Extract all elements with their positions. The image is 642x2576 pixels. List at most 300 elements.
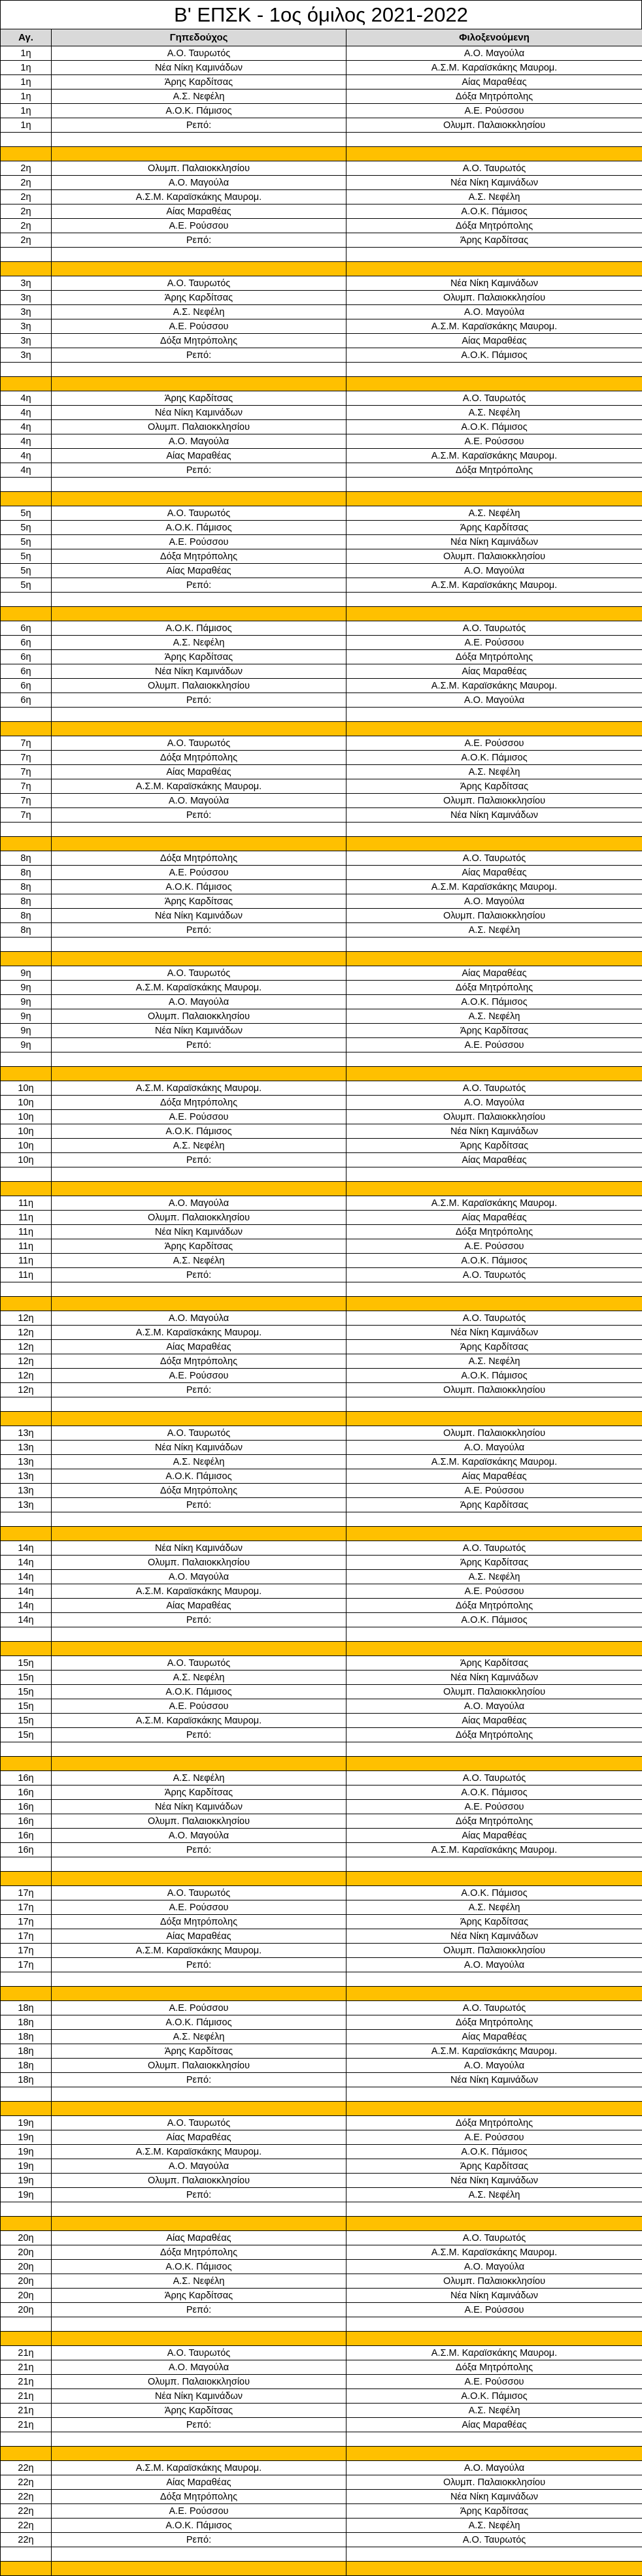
round-cell: 8η bbox=[1, 923, 52, 937]
away-team-cell: Ολυμπ. Παλαιοκκλησίου bbox=[346, 1383, 642, 1397]
away-team-cell: Α.Ο. Ταυρωτός bbox=[346, 621, 642, 636]
table-row bbox=[1, 1110, 642, 1124]
round-separator-row bbox=[1, 1297, 642, 1311]
table-row bbox=[1, 679, 642, 693]
table-row bbox=[1, 2073, 642, 2087]
table-row bbox=[1, 866, 642, 880]
blank-row bbox=[1, 2202, 642, 2217]
blank-cell bbox=[1, 1397, 52, 1412]
away-team-cell: Α.Ο. Ταυρωτός bbox=[346, 851, 642, 866]
separator-cell bbox=[52, 377, 346, 391]
table-row bbox=[1, 319, 642, 334]
separator-cell bbox=[52, 722, 346, 736]
home-team-cell: Άρης Καρδίτσας bbox=[52, 291, 346, 305]
table-row bbox=[1, 549, 642, 564]
round-cell: 14η bbox=[1, 1584, 52, 1599]
table-row bbox=[1, 2030, 642, 2044]
blank-cell bbox=[1, 1052, 52, 1067]
away-team-cell: Αίας Μαραθέας bbox=[346, 1829, 642, 1843]
table-row bbox=[1, 1196, 642, 1211]
round-cell: 21η bbox=[1, 2360, 52, 2375]
table-row bbox=[1, 2245, 642, 2260]
blank-cell bbox=[1, 593, 52, 607]
round-cell: 3η bbox=[1, 348, 52, 363]
blank-cell bbox=[52, 1167, 346, 1182]
separator-cell bbox=[52, 147, 346, 161]
round-cell: 4η bbox=[1, 391, 52, 406]
blank-cell bbox=[1, 1742, 52, 1757]
table-row bbox=[1, 621, 642, 636]
round-cell: 7η bbox=[1, 765, 52, 779]
away-team-cell: Α.Ε. Ρούσσου bbox=[346, 1038, 642, 1052]
separator-cell bbox=[346, 1757, 642, 1771]
round-cell: 16η bbox=[1, 1814, 52, 1829]
round-cell: 22η bbox=[1, 2475, 52, 2490]
away-team-cell: Αίας Μαραθέας bbox=[346, 664, 642, 679]
away-team-cell: Δόξα Μητρόπολης bbox=[346, 90, 642, 104]
home-team-cell: Νέα Νίκη Καμινάδων bbox=[52, 1024, 346, 1038]
table-row bbox=[1, 1613, 642, 1627]
blank-row bbox=[1, 248, 642, 262]
round-cell: 5η bbox=[1, 521, 52, 535]
blank-cell bbox=[52, 708, 346, 722]
away-team-cell: Α.Ο. Ταυρωτός bbox=[346, 2533, 642, 2547]
home-team-cell: Α.Ο. Ταυρωτός bbox=[52, 1426, 346, 1441]
table-row bbox=[1, 1369, 642, 1383]
table-row bbox=[1, 650, 642, 664]
table-row bbox=[1, 2001, 642, 2015]
away-team-cell: Νέα Νίκη Καμινάδων bbox=[346, 1326, 642, 1340]
away-team-cell: Α.Σ.Μ. Καραϊσκάκης Μαυρομ. bbox=[346, 1455, 642, 1469]
separator-cell bbox=[1, 1987, 52, 2001]
round-cell: 8η bbox=[1, 909, 52, 923]
table-row bbox=[1, 2504, 642, 2519]
blank-cell bbox=[1, 823, 52, 837]
home-team-cell: Νέα Νίκη Καμινάδων bbox=[52, 1441, 346, 1455]
table-row bbox=[1, 2461, 642, 2475]
round-cell: 3η bbox=[1, 291, 52, 305]
away-team-cell: Α.Ο. Ταυρωτός bbox=[346, 2231, 642, 2245]
separator-cell bbox=[346, 1067, 642, 1081]
round-cell: 14η bbox=[1, 1570, 52, 1584]
home-team-cell: Ολυμπ. Παλαιοκκλησίου bbox=[52, 2174, 346, 2188]
home-team-cell: Άρης Καρδίτσας bbox=[52, 2289, 346, 2303]
blank-row bbox=[1, 823, 642, 837]
away-team-cell: Α.Σ.Μ. Καραϊσκάκης Μαυρομ. bbox=[346, 2044, 642, 2059]
blank-cell bbox=[52, 2547, 346, 2562]
separator-cell bbox=[1, 147, 52, 161]
separator-cell bbox=[52, 1412, 346, 1426]
away-team-cell: Άρης Καρδίτσας bbox=[346, 779, 642, 794]
home-team-cell: Άρης Καρδίτσας bbox=[52, 894, 346, 909]
away-team-cell: Δόξα Μητρόπολης bbox=[346, 2116, 642, 2130]
blank-cell bbox=[1, 2087, 52, 2102]
round-separator-row bbox=[1, 1987, 642, 2001]
away-team-cell: Άρης Καρδίτσας bbox=[346, 2159, 642, 2174]
blank-cell bbox=[346, 478, 642, 492]
round-cell: 2η bbox=[1, 204, 52, 219]
blank-cell bbox=[346, 1167, 642, 1182]
round-cell: 22η bbox=[1, 2504, 52, 2519]
round-separator-row bbox=[1, 1412, 642, 1426]
round-cell: 4η bbox=[1, 406, 52, 420]
table-row bbox=[1, 2389, 642, 2404]
table-row bbox=[1, 923, 642, 937]
round-cell: 18η bbox=[1, 2059, 52, 2073]
away-team-cell: Α.Σ.Μ. Καραϊσκάκης Μαυρομ. bbox=[346, 61, 642, 75]
table-row bbox=[1, 2188, 642, 2202]
away-team-cell: Νέα Νίκη Καμινάδων bbox=[346, 276, 642, 291]
round-separator-row bbox=[1, 492, 642, 506]
round-cell: 14η bbox=[1, 1599, 52, 1613]
table-row bbox=[1, 1081, 642, 1096]
round-separator-row bbox=[1, 1872, 642, 1886]
round-separator-row bbox=[1, 147, 642, 161]
home-team-cell: Ρεπό: bbox=[52, 1613, 346, 1627]
table-row bbox=[1, 1800, 642, 1814]
home-team-cell: Δόξα Μητρόπολης bbox=[52, 2245, 346, 2260]
round-separator-row bbox=[1, 2102, 642, 2116]
table-row bbox=[1, 1455, 642, 1469]
round-cell: 16η bbox=[1, 1800, 52, 1814]
home-team-cell: Α.Σ. Νεφέλη bbox=[52, 1771, 346, 1785]
sheet-title: Β' ΕΠΣΚ - 1ος όμιλος 2021-2022 bbox=[0, 0, 642, 29]
blank-row bbox=[1, 1627, 642, 1642]
away-team-cell: Α.Ο. Μαγούλα bbox=[346, 2059, 642, 2073]
separator-cell bbox=[346, 2102, 642, 2116]
away-team-cell: Α.Ε. Ρούσσου bbox=[346, 2130, 642, 2145]
away-team-cell: Α.Ο.Κ. Πάμισος bbox=[346, 420, 642, 434]
round-cell: 15η bbox=[1, 1671, 52, 1685]
away-team-cell: Άρης Καρδίτσας bbox=[346, 1556, 642, 1570]
home-team-cell: Αίας Μαραθέας bbox=[52, 1929, 346, 1944]
round-cell: 1η bbox=[1, 61, 52, 75]
table-row bbox=[1, 2418, 642, 2432]
round-cell: 5η bbox=[1, 535, 52, 549]
separator-cell bbox=[52, 2447, 346, 2461]
home-team-cell: Α.Σ.Μ. Καραϊσκάκης Μαυρομ. bbox=[52, 1584, 346, 1599]
round-cell: 8η bbox=[1, 880, 52, 894]
table-row bbox=[1, 1814, 642, 1829]
round-separator-row bbox=[1, 2562, 642, 2576]
blank-cell bbox=[1, 1512, 52, 1527]
separator-cell bbox=[52, 1872, 346, 1886]
table-row bbox=[1, 1714, 642, 1728]
blank-cell bbox=[346, 2547, 642, 2562]
home-team-cell: Α.Ο.Κ. Πάμισος bbox=[52, 1685, 346, 1699]
blank-cell bbox=[52, 248, 346, 262]
home-team-cell: Δόξα Μητρόπολης bbox=[52, 549, 346, 564]
home-team-cell: Α.Σ. Νεφέλη bbox=[52, 2030, 346, 2044]
home-column-header: Γηπεδούχος bbox=[52, 29, 346, 46]
table-row bbox=[1, 1785, 642, 1800]
away-team-cell: Δόξα Μητρόπολης bbox=[346, 1599, 642, 1613]
home-team-cell: Α.Ε. Ρούσσου bbox=[52, 319, 346, 334]
home-team-cell: Άρης Καρδίτσας bbox=[52, 75, 346, 90]
round-separator-row bbox=[1, 262, 642, 276]
round-cell: 12η bbox=[1, 1311, 52, 1326]
home-team-cell: Α.Ο. Ταυρωτός bbox=[52, 2116, 346, 2130]
table-row bbox=[1, 1886, 642, 1900]
table-row bbox=[1, 420, 642, 434]
round-cell: 1η bbox=[1, 90, 52, 104]
blank-cell bbox=[1, 1167, 52, 1182]
away-team-cell: Α.Ο.Κ. Πάμισος bbox=[346, 1369, 642, 1383]
round-cell: 17η bbox=[1, 1929, 52, 1944]
round-cell: 6η bbox=[1, 664, 52, 679]
round-cell: 4η bbox=[1, 463, 52, 478]
round-cell: 7η bbox=[1, 736, 52, 751]
round-cell: 7η bbox=[1, 808, 52, 823]
blank-row bbox=[1, 1972, 642, 1987]
away-team-cell: Αίας Μαραθέας bbox=[346, 866, 642, 880]
blank-cell bbox=[346, 1972, 642, 1987]
separator-cell bbox=[1, 722, 52, 736]
table-row bbox=[1, 966, 642, 981]
separator-cell bbox=[52, 1297, 346, 1311]
table-row bbox=[1, 276, 642, 291]
round-cell: 10η bbox=[1, 1110, 52, 1124]
home-team-cell: Α.Ε. Ρούσσου bbox=[52, 1369, 346, 1383]
blank-cell bbox=[346, 1857, 642, 1872]
round-cell: 7η bbox=[1, 779, 52, 794]
home-team-cell: Άρης Καρδίτσας bbox=[52, 391, 346, 406]
round-cell: 19η bbox=[1, 2116, 52, 2130]
away-team-cell: Ολυμπ. Παλαιοκκλησίου bbox=[346, 1110, 642, 1124]
home-team-cell: Α.Ο. Μαγούλα bbox=[52, 2159, 346, 2174]
separator-cell bbox=[1, 837, 52, 851]
away-team-cell: Α.Ο. Μαγούλα bbox=[346, 693, 642, 708]
round-separator-row bbox=[1, 837, 642, 851]
away-team-cell: Νέα Νίκη Καμινάδων bbox=[346, 2289, 642, 2303]
home-team-cell: Α.Ε. Ρούσσου bbox=[52, 219, 346, 233]
separator-cell bbox=[1, 1642, 52, 1656]
home-team-cell: Α.Σ.Μ. Καραϊσκάκης Μαυρομ. bbox=[52, 1714, 346, 1728]
round-cell: 19η bbox=[1, 2159, 52, 2174]
home-team-cell: Ρεπό: bbox=[52, 1268, 346, 1282]
blank-row bbox=[1, 1282, 642, 1297]
table-row bbox=[1, 995, 642, 1009]
separator-cell bbox=[52, 607, 346, 621]
table-row bbox=[1, 233, 642, 248]
round-cell: 15η bbox=[1, 1656, 52, 1671]
home-team-cell: Ρεπό: bbox=[52, 463, 346, 478]
blank-cell bbox=[1, 708, 52, 722]
table-row bbox=[1, 348, 642, 363]
away-team-cell: Α.Ο. Ταυρωτός bbox=[346, 1541, 642, 1556]
table-row bbox=[1, 1211, 642, 1225]
table-row bbox=[1, 305, 642, 319]
separator-cell bbox=[346, 607, 642, 621]
table-row bbox=[1, 909, 642, 923]
round-cell: 18η bbox=[1, 2044, 52, 2059]
home-team-cell: Α.Ο.Κ. Πάμισος bbox=[52, 1124, 346, 1139]
home-team-cell: Αίας Μαραθέας bbox=[52, 2130, 346, 2145]
table-row bbox=[1, 2015, 642, 2030]
table-row bbox=[1, 2303, 642, 2317]
home-team-cell: Α.Σ. Νεφέλη bbox=[52, 1254, 346, 1268]
round-cell: 17η bbox=[1, 1944, 52, 1958]
home-team-cell: Α.Ο. Μαγούλα bbox=[52, 1311, 346, 1326]
home-team-cell: Άρης Καρδίτσας bbox=[52, 2404, 346, 2418]
home-team-cell: Νέα Νίκη Καμινάδων bbox=[52, 2389, 346, 2404]
round-separator-row bbox=[1, 1642, 642, 1656]
blank-cell bbox=[1, 1282, 52, 1297]
away-team-cell: Α.Ε. Ρούσσου bbox=[346, 1800, 642, 1814]
home-team-cell: Δόξα Μητρόπολης bbox=[52, 1354, 346, 1369]
home-team-cell: Α.Ο.Κ. Πάμισος bbox=[52, 621, 346, 636]
home-team-cell: Νέα Νίκη Καμινάδων bbox=[52, 909, 346, 923]
home-team-cell: Α.Σ.Μ. Καραϊσκάκης Μαυρομ. bbox=[52, 190, 346, 204]
table-row bbox=[1, 1584, 642, 1599]
round-cell: 1η bbox=[1, 46, 52, 61]
round-cell: 3η bbox=[1, 305, 52, 319]
home-team-cell: Ρεπό: bbox=[52, 693, 346, 708]
away-team-cell: Α.Ε. Ρούσσου bbox=[346, 1484, 642, 1498]
away-team-cell: Άρης Καρδίτσας bbox=[346, 1498, 642, 1512]
blank-cell bbox=[52, 363, 346, 377]
round-cell: 12η bbox=[1, 1354, 52, 1369]
blank-cell bbox=[52, 1282, 346, 1297]
blank-cell bbox=[52, 133, 346, 147]
home-team-cell: Ρεπό: bbox=[52, 1728, 346, 1742]
blank-row bbox=[1, 1397, 642, 1412]
round-cell: 17η bbox=[1, 1886, 52, 1900]
separator-cell bbox=[346, 262, 642, 276]
away-team-cell: Ολυμπ. Παλαιοκκλησίου bbox=[346, 118, 642, 133]
away-team-cell: Α.Ο. Ταυρωτός bbox=[346, 391, 642, 406]
home-team-cell: Α.Ο. Μαγούλα bbox=[52, 1570, 346, 1584]
table-row bbox=[1, 506, 642, 521]
away-team-cell: Δόξα Μητρόπολης bbox=[346, 463, 642, 478]
separator-cell bbox=[52, 2332, 346, 2346]
away-team-cell: Α.Ο. Μαγούλα bbox=[346, 1441, 642, 1455]
table-row bbox=[1, 2289, 642, 2303]
blank-cell bbox=[1, 478, 52, 492]
away-team-cell: Α.Ο. Ταυρωτός bbox=[346, 1268, 642, 1282]
round-cell: 5η bbox=[1, 549, 52, 564]
home-team-cell: Α.Ε. Ρούσσου bbox=[52, 1110, 346, 1124]
away-team-cell: Α.Ο.Κ. Πάμισος bbox=[346, 995, 642, 1009]
home-team-cell: Α.Ο. Μαγούλα bbox=[52, 995, 346, 1009]
blank-cell bbox=[52, 1052, 346, 1067]
round-cell: 3η bbox=[1, 319, 52, 334]
table-row bbox=[1, 176, 642, 190]
round-cell: 21η bbox=[1, 2418, 52, 2432]
home-team-cell: Ρεπό: bbox=[52, 2418, 346, 2432]
away-team-cell: Α.Σ.Μ. Καραϊσκάκης Μαυρομ. bbox=[346, 2346, 642, 2360]
blank-cell bbox=[346, 1627, 642, 1642]
away-team-cell: Α.Ε. Ρούσσου bbox=[346, 104, 642, 118]
round-cell: 1η bbox=[1, 75, 52, 90]
separator-cell bbox=[1, 262, 52, 276]
table-row bbox=[1, 765, 642, 779]
blank-cell bbox=[346, 1282, 642, 1297]
home-team-cell: Ολυμπ. Παλαιοκκλησίου bbox=[52, 2059, 346, 2073]
home-team-cell: Δόξα Μητρόπολης bbox=[52, 2490, 346, 2504]
round-cell: 12η bbox=[1, 1326, 52, 1340]
table-row bbox=[1, 291, 642, 305]
separator-cell bbox=[1, 952, 52, 966]
separator-cell bbox=[346, 377, 642, 391]
round-cell: 10η bbox=[1, 1139, 52, 1153]
home-team-cell: Ολυμπ. Παλαιοκκλησίου bbox=[52, 1211, 346, 1225]
separator-cell bbox=[52, 1527, 346, 1541]
round-cell: 9η bbox=[1, 966, 52, 981]
round-cell: 21η bbox=[1, 2389, 52, 2404]
home-team-cell: Α.Ο. Ταυρωτός bbox=[52, 506, 346, 521]
blank-cell bbox=[52, 1972, 346, 1987]
round-cell: 5η bbox=[1, 506, 52, 521]
table-row bbox=[1, 535, 642, 549]
blank-row bbox=[1, 708, 642, 722]
separator-cell bbox=[1, 1757, 52, 1771]
home-team-cell: Ρεπό: bbox=[52, 1958, 346, 1972]
table-row bbox=[1, 1570, 642, 1584]
home-team-cell: Ολυμπ. Παλαιοκκλησίου bbox=[52, 679, 346, 693]
table-row bbox=[1, 1843, 642, 1857]
separator-cell bbox=[52, 2102, 346, 2116]
round-separator-row bbox=[1, 1182, 642, 1196]
home-team-cell: Α.Ο.Κ. Πάμισος bbox=[52, 2015, 346, 2030]
separator-cell bbox=[1, 1297, 52, 1311]
away-team-cell: Α.Ο. Μαγούλα bbox=[346, 894, 642, 909]
away-team-cell: Α.Σ. Νεφέλη bbox=[346, 765, 642, 779]
blank-row bbox=[1, 2087, 642, 2102]
away-team-cell: Αίας Μαραθέας bbox=[346, 2418, 642, 2432]
round-cell: 1η bbox=[1, 118, 52, 133]
home-team-cell: Ολυμπ. Παλαιοκκλησίου bbox=[52, 2375, 346, 2389]
blank-cell bbox=[346, 363, 642, 377]
home-team-cell: Α.Ε. Ρούσσου bbox=[52, 1900, 346, 1915]
home-team-cell: Ρεπό: bbox=[52, 2533, 346, 2547]
table-row bbox=[1, 204, 642, 219]
away-team-cell: Άρης Καρδίτσας bbox=[346, 2504, 642, 2519]
round-cell: 7η bbox=[1, 794, 52, 808]
round-cell: 11η bbox=[1, 1254, 52, 1268]
round-cell: 20η bbox=[1, 2289, 52, 2303]
table-row bbox=[1, 1124, 642, 1139]
table-row bbox=[1, 2360, 642, 2375]
blank-cell bbox=[52, 478, 346, 492]
home-team-cell: Α.Ο.Κ. Πάμισος bbox=[52, 2519, 346, 2533]
blank-cell bbox=[346, 1512, 642, 1527]
home-team-cell: Α.Ο.Κ. Πάμισος bbox=[52, 2260, 346, 2274]
blank-cell bbox=[346, 1052, 642, 1067]
table-row bbox=[1, 2130, 642, 2145]
blank-cell bbox=[52, 2087, 346, 2102]
round-cell: 11η bbox=[1, 1225, 52, 1239]
home-team-cell: Αίας Μαραθέας bbox=[52, 765, 346, 779]
home-team-cell: Ρεπό: bbox=[52, 118, 346, 133]
blank-cell bbox=[52, 1397, 346, 1412]
away-team-cell: Δόξα Μητρόπολης bbox=[346, 2360, 642, 2375]
round-cell: 8η bbox=[1, 894, 52, 909]
table-row bbox=[1, 1944, 642, 1958]
away-team-cell: Α.Ο. Ταυρωτός bbox=[346, 161, 642, 176]
round-cell: 19η bbox=[1, 2188, 52, 2202]
away-team-cell: Α.Ο.Κ. Πάμισος bbox=[346, 1886, 642, 1900]
table-row bbox=[1, 2404, 642, 2418]
table-row bbox=[1, 118, 642, 133]
round-cell: 12η bbox=[1, 1383, 52, 1397]
table-row bbox=[1, 880, 642, 894]
home-team-cell: Ρεπό: bbox=[52, 233, 346, 248]
home-team-cell: Αίας Μαραθέας bbox=[52, 564, 346, 578]
blank-row bbox=[1, 2317, 642, 2332]
table-row bbox=[1, 1153, 642, 1167]
away-team-cell: Αίας Μαραθέας bbox=[346, 1469, 642, 1484]
